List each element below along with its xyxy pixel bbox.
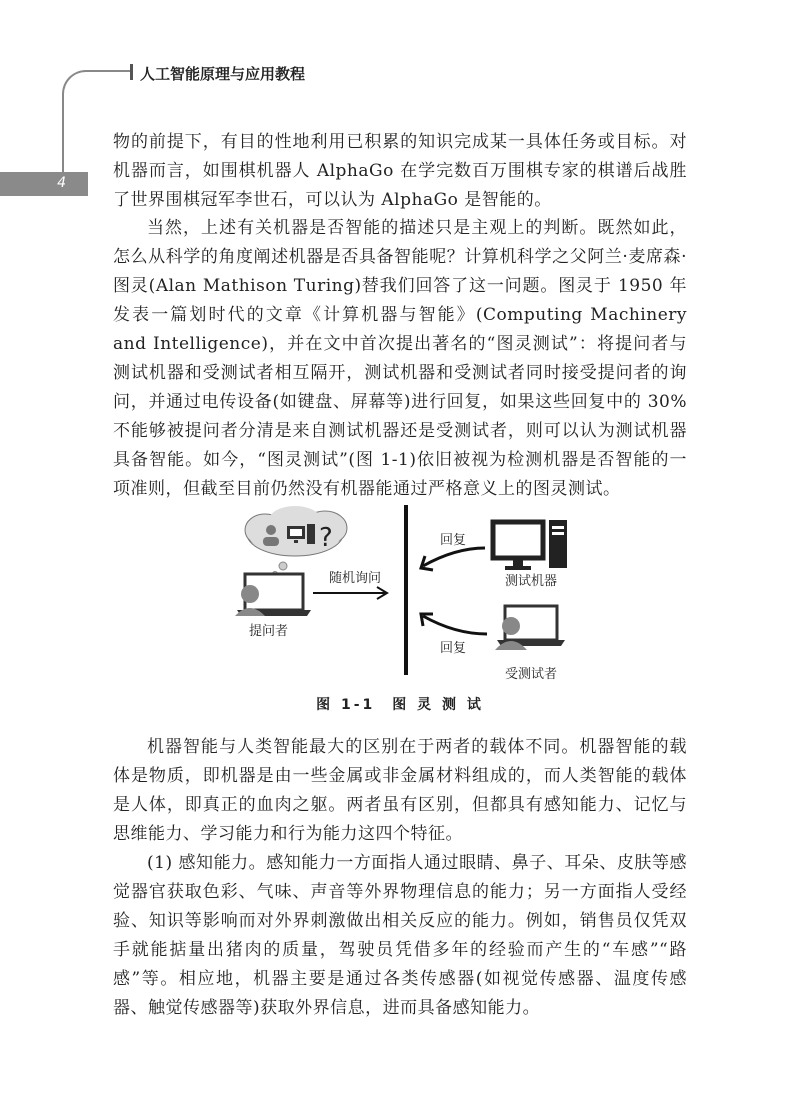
paragraph: 当然，上述有关机器是否智能的描述只是主观上的判断。既然如此，怎么从科学的角度阐述机器是否具备智能呢？计算机科学之父阿兰·麦席森·图灵(Alan Mathison Turing)替我们回答了这一问题。图灵于 1950 年发表一篇划时代的文章《计算机器与智能》(Computing Machinery and Intelligence)，并在文中首次提出著名的“图灵测试”：将提问者与测试机器和受测试者相互隔开，测试机器和受测试者同时接受提问者的询问，并通过电传设备(如键盘、屏幕等)进行回复，如果这些回复中的 30%不能够被提问者分清是来自测试机器还是受测试者，则可以认为测试机器具备智能。如今，“图灵测试”(图 1-1)依旧被视为检测机器是否智能的一项准则，但截至目前仍然没有机器能通过严格意义上的图灵测试。	[113, 218, 687, 499]
paragraph: 物的前提下，有目的性地利用已积累的知识完成某一具体任务或目标。对机器而言，如围棋机器人 AlphaGo 在学完数百万围棋专家的棋谱后战胜了世界围棋冠军李世石，可以认为 AlphaGo 是智能的。	[113, 132, 687, 210]
body-text-top	[113, 128, 687, 215]
random-query-label: 随机询问	[329, 571, 382, 586]
turing-test-diagram	[225, 500, 585, 690]
reply-top-label: 回复	[440, 533, 467, 548]
paragraph: 机器智能与人类智能最大的区别在于两者的载体不同。机器智能的载体是物质，即机器是由一些金属或非金属材料组成的，而人类智能的载体是人体，即真正的血肉之躯。两者虽有区别，但都具有感知能力、记忆与思维能力、学习能力和行为能力这四个特征。	[113, 737, 687, 844]
body-text-bottom	[113, 733, 687, 1023]
test-machine-label: 测试机器	[505, 574, 558, 589]
question-mark: ?	[319, 523, 333, 553]
turing-test-figure	[225, 500, 585, 690]
header-bar-marker	[130, 64, 133, 80]
test-subject-laptop-icon	[495, 606, 565, 650]
paragraph: (1) 感知能力。感知能力一方面指人通过眼睛、鼻子、耳朵、皮肤等感觉器官获取色彩、气味、声音等外界物理信息的能力；另一方面指人受经验、知识等影响而对外界刺激做出相关反应的能力。例如，销售员仅凭双手就能掂量出猪肉的质量，驾驶员凭借多年的经验而产生的“车感”“路感”等。相应地，机器主要是通过各类传感器(如视觉传感器、温度传感器、触觉传感器等)获取外界信息，进而具备感知能力。	[113, 853, 687, 1018]
page-number: 4	[57, 175, 66, 191]
figure-caption: 图 1-1 图 灵 测 试	[316, 697, 484, 713]
questioner-laptop-icon	[235, 574, 311, 616]
test-subject-label: 受测试者	[505, 667, 558, 682]
header-rule	[90, 70, 132, 72]
reply-bottom-arrow-icon	[423, 616, 487, 634]
separation-wall	[404, 505, 408, 675]
reply-top-arrow-icon	[423, 548, 485, 566]
body-text-turing	[113, 214, 687, 504]
query-arrow-icon	[313, 587, 387, 599]
questioner-label: 提问者	[249, 624, 289, 639]
reply-bottom-label: 回复	[440, 641, 467, 656]
test-machine-icon	[493, 520, 567, 570]
page-number-tab	[0, 172, 88, 196]
running-header-title: 人工智能原理与应用教程	[140, 65, 306, 83]
